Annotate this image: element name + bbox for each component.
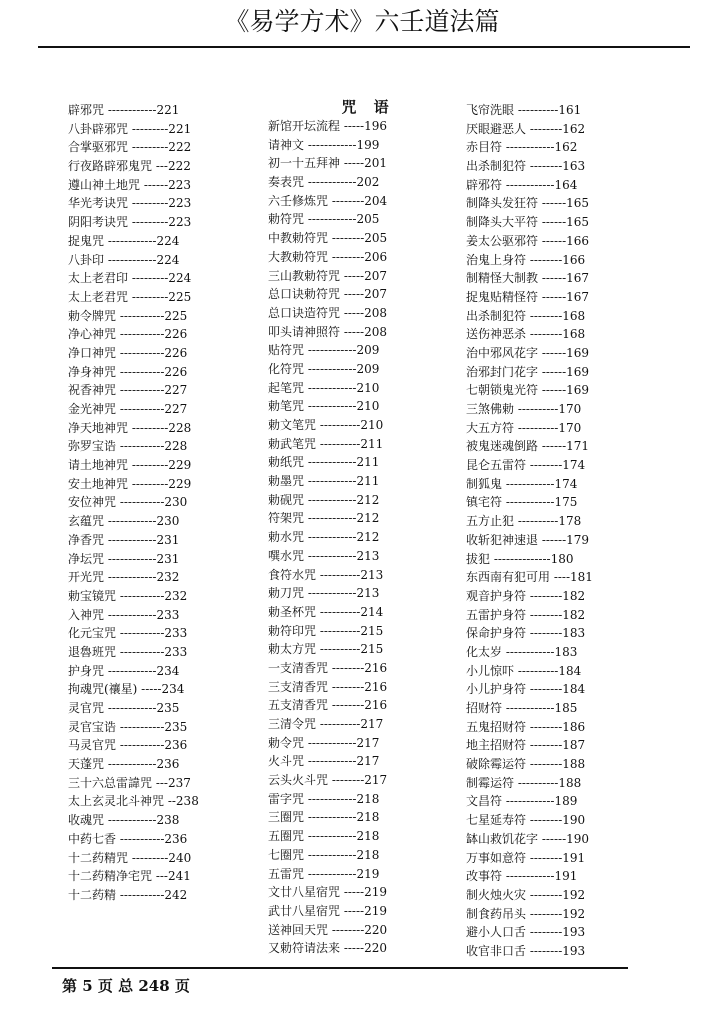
toc-entry: 勅宝镜咒 -----------232 bbox=[68, 588, 188, 603]
toc-entry: 拘魂咒(禳星) -----234 bbox=[68, 682, 185, 697]
toc-entry: 新馆开坛流程 -----196 bbox=[268, 119, 387, 133]
toc-entry: 治鬼上身符 --------166 bbox=[466, 252, 586, 267]
toc-entry: 观音护身符 --------182 bbox=[466, 588, 586, 603]
toc-entry: 中药七香 -----------236 bbox=[68, 831, 188, 846]
toc-entry: 太上玄灵北斗神咒 --238 bbox=[68, 794, 199, 809]
toc-entry: 东西南有犯可用 ----181 bbox=[466, 570, 593, 585]
toc-entry: 十二药精 -----------242 bbox=[68, 887, 188, 902]
toc-entry: 六壬修炼咒 --------204 bbox=[268, 193, 388, 208]
toc-column-1 bbox=[68, 101, 258, 905]
toc-entry: 五方止犯 ----------178 bbox=[466, 514, 582, 529]
toc-entry: 叩头请神照符 -----208 bbox=[268, 324, 387, 339]
toc-entry: 招财符 ------------185 bbox=[466, 701, 578, 715]
toc-entry: 八卦辟邪咒 ---------221 bbox=[68, 121, 192, 136]
toc-entry: 制食药吊头 --------192 bbox=[466, 906, 586, 921]
toc-entry: 七星延寿符 --------190 bbox=[466, 813, 586, 828]
top-rule bbox=[38, 46, 690, 48]
toc-entry: 厌眼避恶人 --------162 bbox=[466, 121, 586, 136]
toc-entry: 初一十五拜神 -----201 bbox=[268, 156, 387, 171]
toc-entry: 勅文笔咒 ----------210 bbox=[268, 418, 384, 432]
toc-entry: 制狐鬼 ------------174 bbox=[466, 476, 578, 491]
toc-entry: 八卦印 ------------224 bbox=[68, 252, 180, 267]
toc-entry: 捉鬼贴精怪符 ------167 bbox=[466, 289, 590, 304]
toc-entry: 拔犯 --------------180 bbox=[466, 551, 574, 566]
toc-entry: 净心神咒 -----------226 bbox=[68, 327, 188, 342]
toc-entry: 行夜路辟邪鬼咒 ---222 bbox=[68, 159, 191, 174]
toc-entry: 昆仑五雷符 --------174 bbox=[466, 458, 586, 473]
toc-entry: 治中邪风花字 ------169 bbox=[466, 345, 590, 360]
toc-column-2 bbox=[268, 98, 468, 958]
toc-entry: 马灵官咒 -----------236 bbox=[68, 738, 188, 753]
toc-entry: 小儿护身符 --------184 bbox=[466, 682, 586, 697]
toc-entry: 送伤神恶杀 --------168 bbox=[466, 327, 586, 342]
toc-entry: 退魯班咒 -----------233 bbox=[68, 644, 188, 659]
toc-entry: 中教勅符咒 --------205 bbox=[268, 231, 388, 246]
toc-entry: 万事如意符 --------191 bbox=[466, 850, 586, 865]
toc-entry: 化太岁 ------------183 bbox=[466, 644, 578, 659]
toc-entry: 辟邪符 ------------164 bbox=[466, 177, 578, 192]
toc-entry: 勅令咒 ------------217 bbox=[268, 735, 380, 750]
toc-entry: 姜太公驱邪符 ------166 bbox=[466, 233, 590, 248]
toc-entry: 化符咒 ------------209 bbox=[268, 361, 380, 376]
toc-entry: 勅符咒 ------------205 bbox=[268, 212, 380, 227]
toc-entry: 勅砚咒 ------------212 bbox=[268, 492, 380, 507]
toc-entry: 缽山救饥花字 ------190 bbox=[466, 831, 590, 846]
toc-entry: 制降头发狂符 ------165 bbox=[466, 196, 590, 211]
toc-entry: 华光考诀咒 ---------223 bbox=[68, 196, 192, 211]
toc-entry: 保命护身符 --------183 bbox=[466, 626, 586, 641]
toc-entry: 五圈咒 ------------218 bbox=[268, 829, 380, 844]
toc-entry: 净天地神咒 ---------228 bbox=[68, 420, 192, 435]
toc-entry: 地主招财符 --------187 bbox=[466, 738, 586, 753]
toc-entry: 辟邪咒 ------------221 bbox=[68, 103, 180, 117]
toc-entry: 改事符 ------------191 bbox=[466, 869, 578, 884]
toc-entry: 收斩犯神速退 ------179 bbox=[466, 532, 590, 547]
toc-entry: 金光神咒 -----------227 bbox=[68, 402, 188, 416]
toc-entry: 大五方符 ----------170 bbox=[466, 420, 582, 435]
toc-entry: 弥罗宝诰 -----------228 bbox=[68, 439, 188, 454]
toc-entry: 勅符印咒 ----------215 bbox=[268, 623, 384, 638]
toc-entry: 安位神咒 -----------230 bbox=[68, 495, 188, 510]
toc-entry: 三山教勅符咒 -----207 bbox=[268, 268, 387, 283]
toc-entry: 五雷护身符 --------182 bbox=[466, 607, 586, 622]
toc-entry: 避小人口舌 --------193 bbox=[466, 925, 586, 940]
toc-entry: 飞帘洗眼 ----------161 bbox=[466, 103, 582, 117]
toc-entry: 遵山神土地咒 ------223 bbox=[68, 177, 192, 192]
toc-entry: 制霉运符 ----------188 bbox=[466, 775, 582, 790]
toc-entry: 五雷咒 ------------219 bbox=[268, 866, 380, 881]
toc-entry: 太上老君咒 ---------225 bbox=[68, 289, 192, 304]
toc-entry: 三圈咒 ------------218 bbox=[268, 810, 380, 825]
toc-entry: 入神咒 ------------233 bbox=[68, 607, 180, 622]
toc-column-3 bbox=[466, 101, 666, 961]
toc-entry: 破除霉运符 --------188 bbox=[466, 757, 586, 772]
toc-entry: 勅太方咒 ----------215 bbox=[268, 642, 384, 657]
bottom-rule bbox=[52, 967, 628, 969]
toc-entry: 灵官咒 ------------235 bbox=[68, 701, 180, 715]
toc-entry: 十二药精净宅咒 ---241 bbox=[68, 869, 191, 884]
toc-entry: 小儿惊吓 ----------184 bbox=[466, 663, 582, 678]
toc-entry: 五鬼招财符 --------186 bbox=[466, 719, 586, 734]
toc-entry: 食符水咒 ----------213 bbox=[268, 567, 384, 582]
toc-entry: 七朝锁鬼光符 ------169 bbox=[466, 383, 590, 398]
toc-entry: 化元宝咒 -----------233 bbox=[68, 626, 188, 641]
toc-entry: 捉鬼咒 ------------224 bbox=[68, 233, 180, 248]
toc-entry: 五支清香咒 --------216 bbox=[268, 698, 388, 713]
toc-entry: 玄蕴咒 ------------230 bbox=[68, 514, 180, 529]
toc-entry: 三清令咒 ----------217 bbox=[268, 717, 384, 731]
toc-entry: 勅令牌咒 -----------225 bbox=[68, 308, 188, 323]
toc-entry: 符架咒 ------------212 bbox=[268, 511, 380, 526]
toc-entry: 安土地神咒 ---------229 bbox=[68, 476, 192, 491]
toc-entry: 合掌驱邪咒 ---------222 bbox=[68, 140, 192, 155]
toc-entry: 净坛咒 ------------231 bbox=[68, 551, 180, 566]
toc-entry: 一支清香咒 --------216 bbox=[268, 660, 388, 675]
toc-entry: 总口诀勅符咒 -----207 bbox=[268, 287, 387, 302]
section-heading: 咒 语 bbox=[341, 98, 395, 116]
toc-entry: 请神文 ------------199 bbox=[268, 137, 380, 152]
toc-entry: 勅水咒 ------------212 bbox=[268, 530, 380, 545]
toc-entry: 勅武笔咒 ----------211 bbox=[268, 436, 384, 451]
toc-entry: 勅笔咒 ------------210 bbox=[268, 399, 380, 414]
toc-entry: 收官非口舌 --------193 bbox=[466, 943, 586, 958]
toc-entry: 噀水咒 ------------213 bbox=[268, 548, 380, 563]
toc-entry: 净香咒 ------------231 bbox=[68, 532, 180, 547]
toc-entry: 贴符咒 ------------209 bbox=[268, 343, 380, 358]
toc-entry: 制精怪大制教 ------167 bbox=[466, 271, 590, 286]
toc-entry: 三煞佛勅 ----------170 bbox=[466, 402, 582, 416]
toc-entry: 收魂咒 ------------238 bbox=[68, 813, 180, 828]
toc-entry: 开光咒 ------------232 bbox=[68, 570, 180, 585]
toc-entry: 大教勅符咒 --------206 bbox=[268, 249, 388, 264]
toc-entry: 雷字咒 ------------218 bbox=[268, 791, 380, 806]
toc-entry: 文昌符 ------------189 bbox=[466, 794, 578, 809]
page-title: 《易学方术》六壬道法篇 bbox=[224, 7, 500, 36]
toc-entry: 阴阳考诀咒 ---------223 bbox=[68, 215, 192, 230]
toc-entry: 奏表咒 ------------202 bbox=[268, 175, 380, 190]
toc-entry: 灵官宝诰 -----------235 bbox=[68, 719, 188, 734]
toc-entry: 送神回天咒 --------220 bbox=[268, 922, 388, 937]
toc-entry: 三支清香咒 --------216 bbox=[268, 679, 388, 694]
toc-entry: 太上老君印 ---------224 bbox=[68, 271, 192, 286]
toc-entry: 制火烛火灾 --------192 bbox=[466, 887, 586, 902]
toc-entry: 勅墨咒 ------------211 bbox=[268, 474, 380, 489]
toc-entry: 净身神咒 -----------226 bbox=[68, 364, 188, 379]
toc-entry: 勅圣杯咒 ----------214 bbox=[268, 604, 384, 619]
toc-entry: 火斗咒 ------------217 bbox=[268, 754, 380, 769]
toc-entry: 又勅符请法来 -----220 bbox=[268, 941, 387, 956]
toc-entry: 祝香神咒 -----------227 bbox=[68, 383, 188, 398]
toc-entry: 净口神咒 -----------226 bbox=[68, 345, 188, 360]
toc-entry: 镇宅符 ------------175 bbox=[466, 495, 578, 510]
toc-entry: 七圈咒 ------------218 bbox=[268, 847, 380, 862]
toc-entry: 三十六总雷諱咒 ---237 bbox=[68, 775, 191, 790]
toc-entry: 文廿八星宿咒 -----219 bbox=[268, 885, 387, 900]
toc-entry: 云头火斗咒 --------217 bbox=[268, 773, 388, 788]
page-footer: 第 5 页 总 248 页 bbox=[62, 977, 190, 995]
toc-entry: 出杀制犯符 --------163 bbox=[466, 159, 586, 174]
toc-entry: 护身咒 ------------234 bbox=[68, 663, 180, 678]
toc-entry: 治邪封门花字 ------169 bbox=[466, 364, 590, 379]
toc-entry: 制降头大平符 ------165 bbox=[466, 215, 590, 230]
toc-entry: 请土地神咒 ---------229 bbox=[68, 458, 192, 473]
toc-entry: 武廿八星宿咒 -----219 bbox=[268, 903, 387, 918]
toc-entry: 天蓬咒 ------------236 bbox=[68, 757, 180, 772]
toc-entry: 出杀制犯符 --------168 bbox=[466, 308, 586, 323]
toc-entry: 勅纸咒 ------------211 bbox=[268, 455, 380, 470]
toc-entry: 总口诀造符咒 -----208 bbox=[268, 305, 387, 320]
toc-entry: 勅刀咒 ------------213 bbox=[268, 586, 380, 601]
toc-entry: 十二药精咒 ---------240 bbox=[68, 850, 192, 865]
toc-entry: 被鬼迷魂倒路 ------171 bbox=[466, 439, 590, 454]
toc-entry: 赤目符 ------------162 bbox=[466, 140, 578, 155]
toc-entry: 起笔咒 ------------210 bbox=[268, 380, 380, 395]
